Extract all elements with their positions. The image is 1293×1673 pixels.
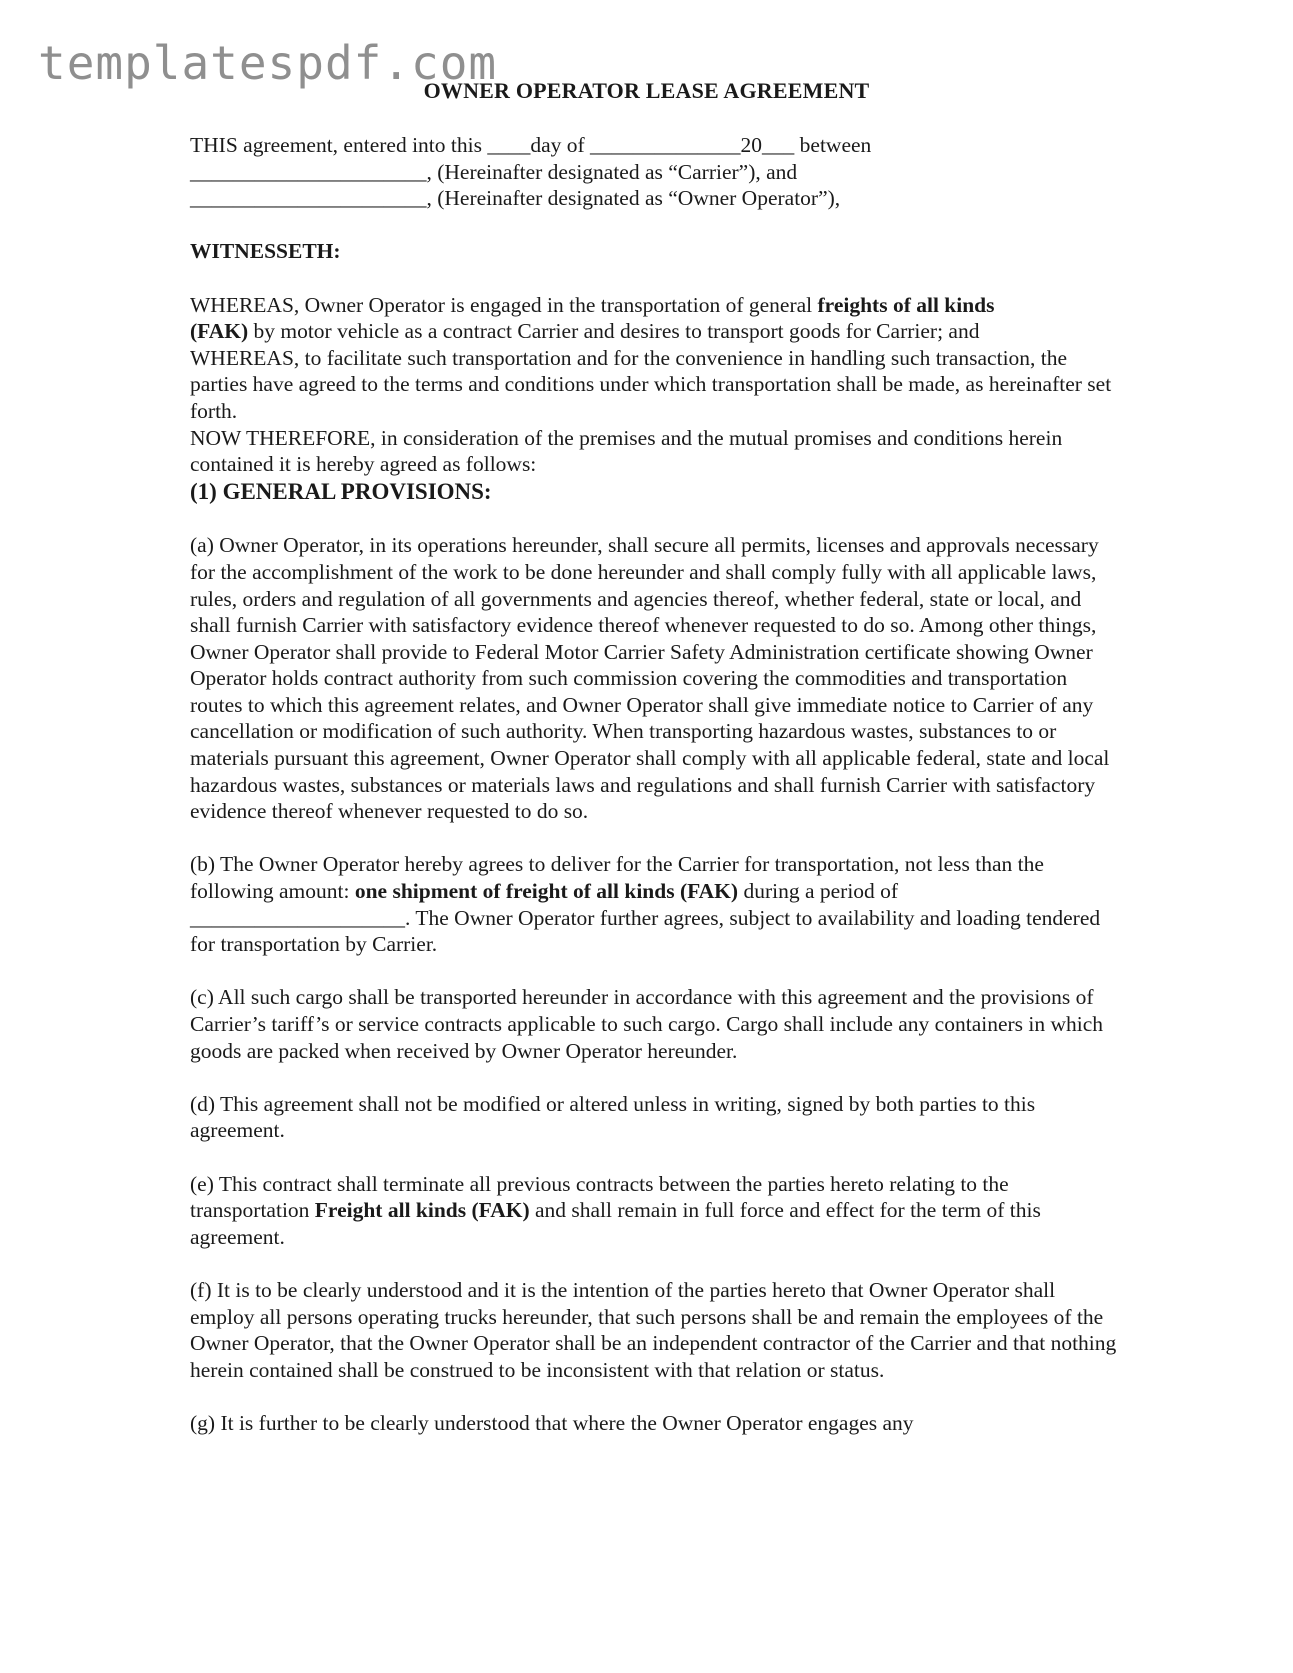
whereas-bold-fak-abbr: (FAK) bbox=[190, 319, 249, 344]
intro-line-3: ______________________, (Hereinafter designated as “Owner Operator”), bbox=[190, 186, 841, 211]
clause-b-bold: one shipment of freight of all kinds (FAK) bbox=[354, 879, 739, 904]
whereas-paragraph-2: WHEREAS, to facilitate such transportation and for the convenience in handling such transaction, the parties have agreed to the terms and conditions under which transportation shall be made, as hereinafter set forth. bbox=[190, 345, 1112, 423]
clause-b bbox=[190, 851, 1120, 957]
whereas-bold-fak: freights of all kinds bbox=[817, 292, 995, 317]
whereas-paragraph-1 bbox=[190, 292, 1120, 345]
section-1-heading: (1) GENERAL PROVISIONS: bbox=[190, 478, 492, 504]
clause-e-text-2: and shall remain in full force and effect for the term of this agreement. bbox=[190, 1198, 1041, 1249]
clause-e-text-1: (e) This contract shall terminate all previous contracts between the parties hereto relating to the transportation bbox=[190, 1171, 1009, 1223]
now-therefore-paragraph: NOW THEREFORE, in consideration of the premises and the mutual promises and conditions herein contained it is hereby agreed as follows: bbox=[190, 425, 1063, 477]
intro-line-1: THIS agreement, entered into this ____day of ______________20___ between bbox=[190, 133, 872, 157]
clause-e bbox=[190, 1171, 1120, 1251]
watermark: templatespdf.com bbox=[38, 36, 498, 90]
whereas-text-d: by motor vehicle as a contract Carrier and desires to transport goods for Carrier; and bbox=[248, 319, 980, 344]
clause-e-bold: Freight all kinds (FAK) bbox=[314, 1198, 530, 1223]
clause-f: (f) It is to be clearly understood and it is the intention of the parties hereto that Owner Operator shall employ all persons operating trucks hereunder, that such persons shall be and remain the employees of the Owner Operator, that the Owner Operator shall be an independent contractor of the Carrier and that nothing herein contained shall be construed to be inconsistent with that relation or status. bbox=[190, 1277, 1117, 1382]
clause-b-text-2: during a period of ____________________. The Owner Operator further agrees, subject to availability and loading tendered for transportation by Carrier. bbox=[190, 879, 1101, 957]
clause-a: (a) Owner Operator, in its operations hereunder, shall secure all permits, licenses and approvals necessary for the accomplishment of the work to be done hereunder and shall comply fully with all applicable laws, rules, orders and regulation of all governments and agencies thereof, whether federal, state or local, and shall furnish Carrier with satisfactory evidence thereof whenever requested to do so. Among other things, Owner Operator shall provide to Federal Motor Carrier Safety Administration certificate showing Owner Operator holds contract authority from such commission covering the commodities and transportation routes to which this agreement relates, and Owner Operator shall give immediate notice to Carrier of any cancellation or modification of such authority. When transporting hazardous wastes, substances to or materials pursuant this agreement, Owner Operator shall comply with all applicable federal, state and local hazardous wastes, substances or materials laws and regulations and shall furnish Carrier with satisfactory evidence thereof whenever requested to do so. bbox=[190, 533, 1110, 824]
clause-d: (d) This agreement shall not be modified or altered unless in writing, signed by both parties to this agreement. bbox=[190, 1091, 1036, 1143]
witnesseth-heading: WITNESSETH: bbox=[190, 239, 341, 264]
document-title: OWNER OPERATOR LEASE AGREEMENT bbox=[423, 78, 870, 103]
clause-c: (c) All such cargo shall be transported hereunder in accordance with this agreement and the provisions of Carrier’s tariff’s or service contracts applicable to such cargo. Cargo shall include any containers in which goods are packed when received by Owner Operator hereunder. bbox=[190, 985, 1104, 1063]
document-body bbox=[190, 132, 1120, 1437]
clause-b-text-1: (b) The Owner Operator hereby agrees to deliver for the Carrier for transportation, not less than the following amount: bbox=[190, 852, 1044, 904]
clause-g: (g) It is further to be clearly understood that where the Owner Operator engages any bbox=[190, 1410, 914, 1435]
intro-line-2: ______________________, (Hereinafter designated as “Carrier”), and bbox=[190, 159, 798, 184]
whereas-text-a: WHEREAS, Owner Operator is engaged in the transportation of general bbox=[190, 292, 818, 317]
